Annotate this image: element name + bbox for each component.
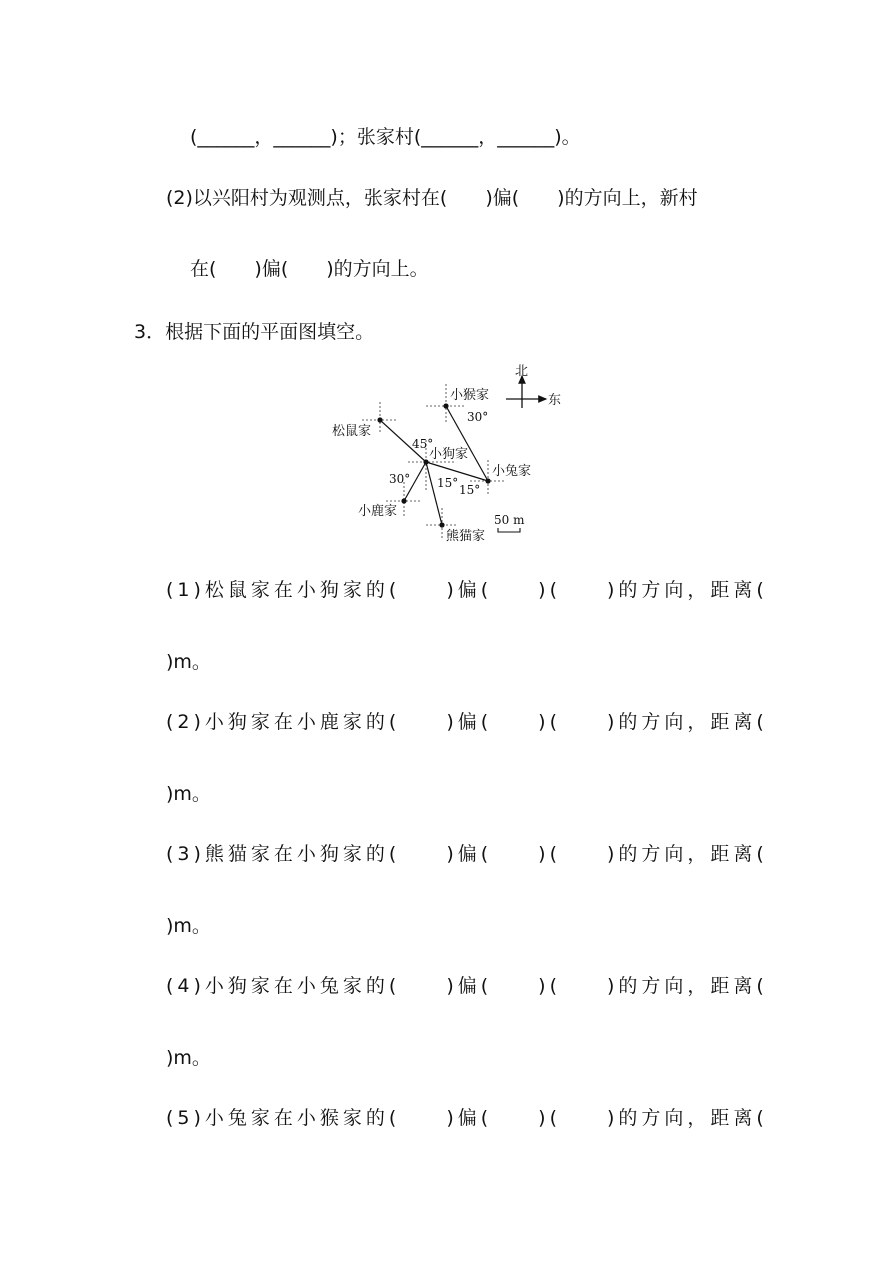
question-4-continued: )m。 [166,1047,211,1069]
angle-squirrel-45: 45° [412,437,434,451]
scale-label: 50 m [494,513,525,527]
panda-house-label: 熊猫家 [446,529,486,544]
compass [506,364,561,408]
question-1: (1)松鼠家在小狗家的( )偏( )( )的方向，距离( [166,579,768,601]
question-2-continued: )m。 [166,783,211,805]
question-2-text-continued: 在( )偏( )的方向上。 [190,258,429,280]
monkey-house-point [443,403,448,408]
east-label: 东 [548,393,562,408]
angle-rabbit-15: 15° [459,483,481,497]
angle-panda-15: 15° [437,476,459,490]
squirrel-house-point [377,417,382,422]
answer-blanks-line: (______，______)；张家村(______，______)。 [190,126,581,148]
angle-monkey-30: 30° [467,410,489,424]
panda-house-point [439,522,444,527]
problem-3-title: 3．根据下面的平面图填空。 [134,321,375,343]
direction-map-diagram [326,362,566,544]
question-2-text: (2)以兴阳村为观测点，张家村在( )偏( )的方向上，新村 [166,187,698,209]
question-4: (4)小狗家在小兔家的( )偏( )( )的方向，距离( [166,975,768,997]
question-1-continued: )m。 [166,651,211,673]
dog-house-point [423,459,428,464]
monkey-house-label: 小猴家 [450,388,490,403]
question-2: (2)小狗家在小鹿家的( )偏( )( )的方向，距离( [166,711,768,733]
question-3-continued: )m。 [166,915,211,937]
question-5: (5)小兔家在小猴家的( )偏( )( )的方向，距离( [166,1107,768,1129]
deer-house-label: 小鹿家 [358,504,398,519]
rabbit-house-label: 小兔家 [492,464,532,479]
dog-house-label: 小狗家 [429,447,469,462]
deer-house-point [401,498,406,503]
rabbit-house-point [485,478,490,483]
squirrel-house-label: 松鼠家 [332,424,372,439]
question-3: (3)熊猫家在小狗家的( )偏( )( )的方向，距离( [166,843,768,865]
angle-deer-30: 30° [389,472,411,486]
north-label: 北 [515,364,529,379]
scale-bar [494,513,525,532]
